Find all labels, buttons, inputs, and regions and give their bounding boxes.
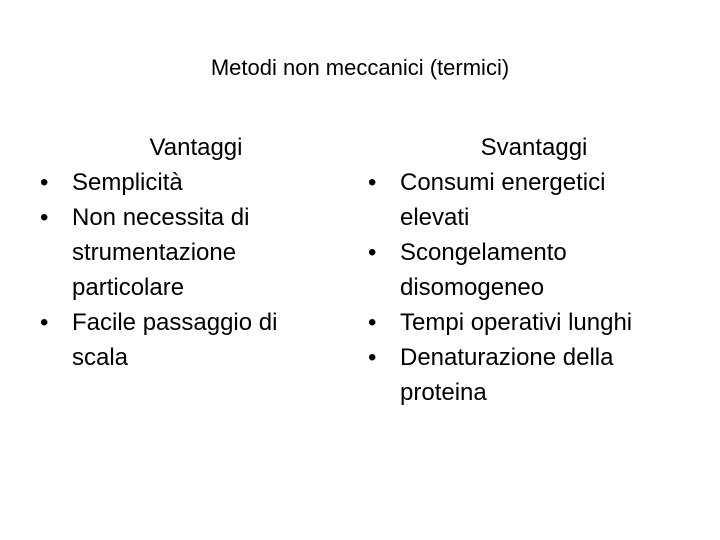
advantages-list — [40, 165, 340, 375]
list-item — [40, 200, 340, 305]
advantages-column — [40, 130, 340, 375]
bullet-icon: • — [368, 344, 377, 371]
list-item-text: Tempi operativi lunghi — [400, 309, 633, 336]
disadvantages-column — [368, 130, 680, 410]
bullet-icon: • — [40, 309, 49, 336]
list-item-text: Consumi energetici elevati — [400, 169, 606, 231]
list-item — [368, 305, 680, 340]
list-item-text: Facile passaggio di scala — [72, 309, 278, 371]
slide-title: Metodi non meccanici (termici) — [210, 55, 510, 80]
list-item-text: Denaturazione della proteina — [400, 344, 614, 406]
list-item-text: Scongelamento disomogeneo — [400, 239, 567, 301]
list-item — [40, 165, 340, 200]
list-item — [368, 165, 680, 235]
disadvantages-list — [368, 165, 680, 410]
bullet-icon: • — [40, 169, 49, 196]
advantages-heading: Vantaggi — [149, 134, 243, 161]
bullet-icon: • — [368, 239, 377, 266]
list-item-text: Semplicità — [72, 169, 183, 196]
list-item — [368, 235, 680, 305]
bullet-icon: • — [368, 169, 377, 196]
list-item — [368, 340, 680, 410]
list-item-text: Non necessita di strumentazione particolare — [72, 204, 250, 301]
bullet-icon: • — [40, 204, 49, 231]
disadvantages-heading: Svantaggi — [480, 134, 588, 161]
bullet-icon: • — [368, 309, 377, 336]
list-item — [40, 305, 340, 375]
